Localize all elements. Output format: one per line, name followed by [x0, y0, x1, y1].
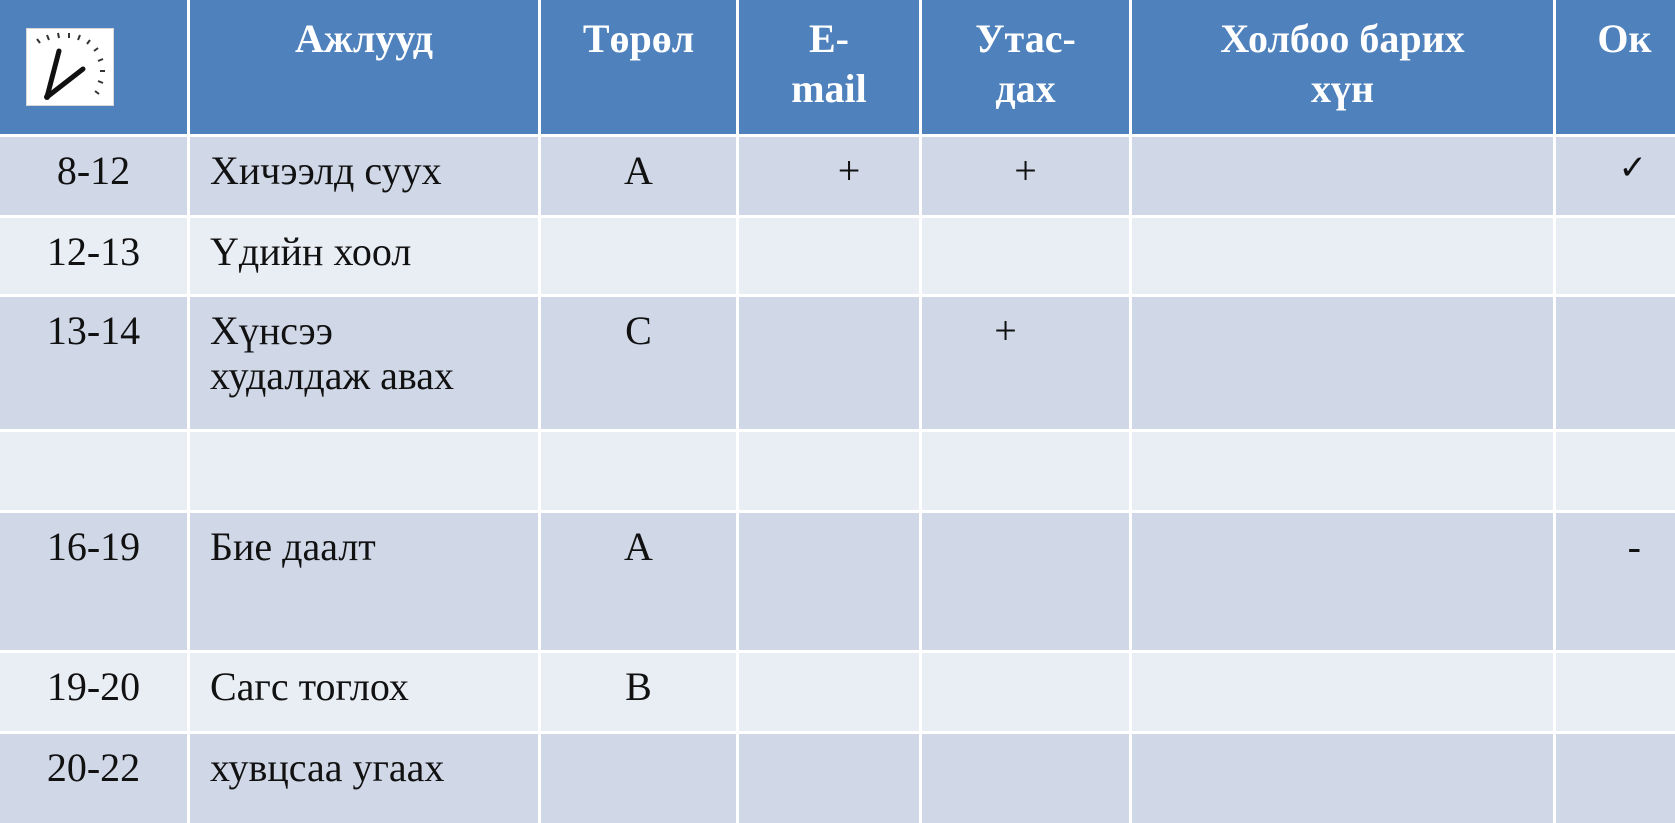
row-contact	[1132, 297, 1553, 429]
row-ok	[1556, 734, 1675, 823]
row-type: С	[541, 297, 736, 429]
row-contact	[1132, 137, 1553, 215]
row-time: 8-12	[0, 137, 187, 215]
row-type	[541, 218, 736, 294]
row-type: А	[541, 513, 736, 650]
row-task: Бие даалт	[190, 513, 538, 650]
row-email	[739, 513, 919, 650]
row-email	[739, 297, 919, 429]
row-contact	[1132, 734, 1553, 823]
row-phone	[922, 432, 1129, 510]
row-type: А	[541, 137, 736, 215]
header-phone: Утас- дах	[922, 0, 1129, 134]
header-ok: Ок	[1556, 0, 1675, 134]
row-task: Үдийн хоол	[190, 218, 538, 294]
row-contact	[1132, 513, 1553, 650]
row-phone	[922, 653, 1129, 731]
row-phone	[922, 734, 1129, 823]
row-phone	[922, 513, 1129, 650]
row-time: 16-19	[0, 513, 187, 650]
row-type: В	[541, 653, 736, 731]
row-ok	[1556, 653, 1675, 731]
row-time: 19-20	[0, 653, 187, 731]
header-type: Төрөл	[541, 0, 736, 134]
row-email	[739, 432, 919, 510]
row-ok: -	[1556, 513, 1675, 650]
row-ok	[1556, 297, 1675, 429]
row-type	[541, 734, 736, 823]
check-icon: ✓	[1556, 137, 1675, 215]
row-task: Сагс тоглох	[190, 653, 538, 731]
row-email: +	[739, 137, 919, 215]
header-contact: Холбоо барих хүн	[1132, 0, 1553, 134]
row-contact	[1132, 653, 1553, 731]
row-task: Хичээлд суух	[190, 137, 538, 215]
row-task	[190, 432, 538, 510]
header-tasks: Ажлууд	[190, 0, 538, 134]
clock-icon	[26, 28, 114, 106]
row-time: 13-14	[0, 297, 187, 429]
row-email	[739, 653, 919, 731]
row-phone: +	[922, 137, 1129, 215]
row-task: Хүнсээ худалдаж авах	[190, 297, 538, 429]
row-time	[0, 432, 187, 510]
header-email: E- mail	[739, 0, 919, 134]
row-phone: +	[922, 297, 1129, 429]
row-contact	[1132, 218, 1553, 294]
row-email	[739, 734, 919, 823]
row-phone	[922, 218, 1129, 294]
row-time: 12-13	[0, 218, 187, 294]
row-task: хувцсаа угаах	[190, 734, 538, 823]
row-contact	[1132, 432, 1553, 510]
row-ok	[1556, 218, 1675, 294]
header-clock-cell	[0, 0, 187, 134]
row-type	[541, 432, 736, 510]
row-time: 20-22	[0, 734, 187, 823]
row-ok	[1556, 432, 1675, 510]
row-email	[739, 218, 919, 294]
